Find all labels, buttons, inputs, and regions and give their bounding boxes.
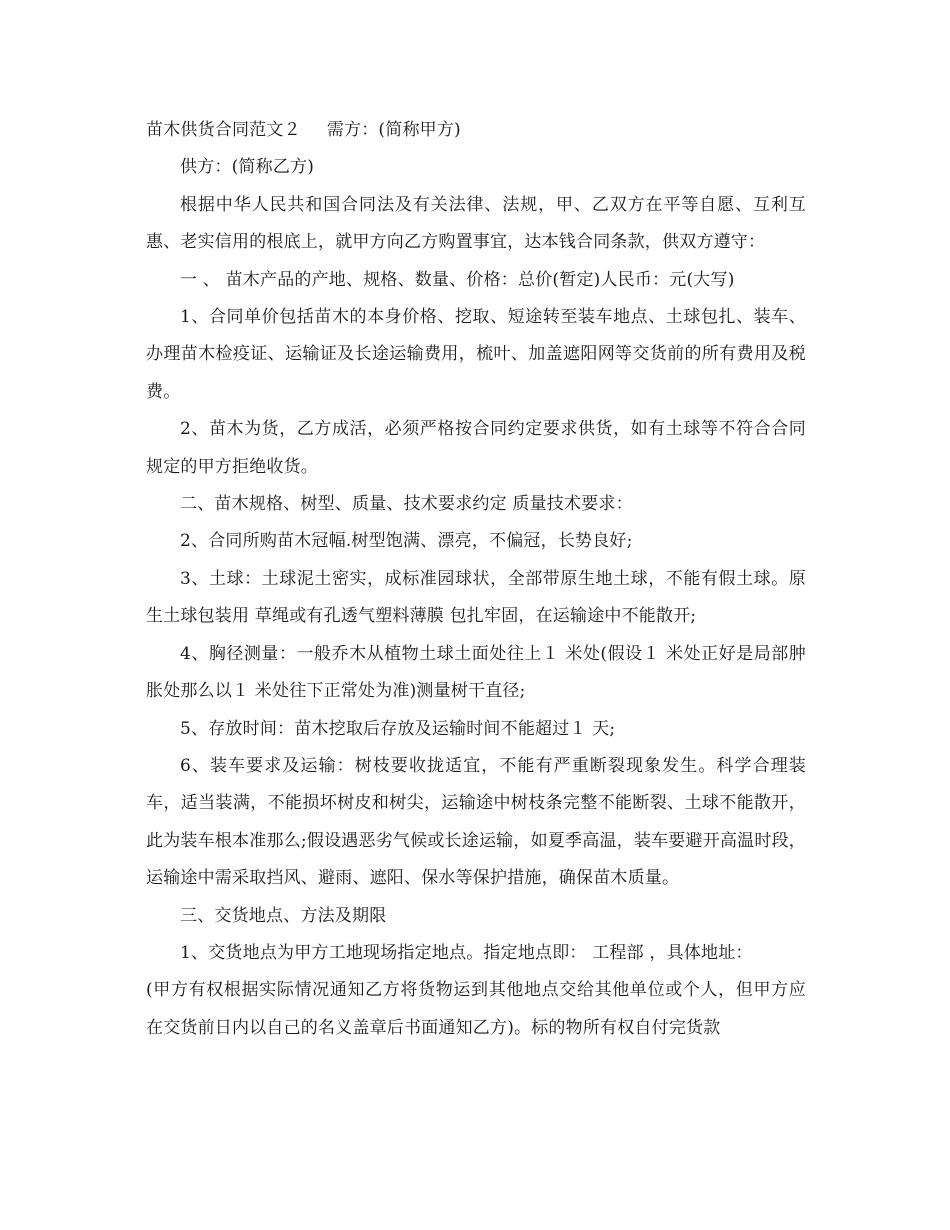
clause-1-1: 1、合同单价包括苗木的本身价格、挖取、短途转至装车地点、土球包扎、装车、办理苗木检疫证、运输证及长途运输费用，梳叶、加盖遮阳网等交货前的所有费用及税费。: [146, 307, 806, 402]
document-title: 苗木供货合同范文２: [146, 120, 301, 140]
clause-2-4: 4、胸径测量：一般乔木从植物土球土面处往上１ 米处(假设１ 米处正好是局部肿胀处那么以１ 米处往下正常处为准)测量树干直径;: [146, 643, 806, 702]
section-three-heading: 三、交货地点、方法及期限: [180, 905, 387, 926]
title-line: [146, 112, 806, 149]
clause-2-3: 3、土球：土球泥土密实，成标准园球状，全部带原生地土球，不能有假土球。原生土球包装用 草绳或有孔透气塑料薄膜 包扎牢固，在运输途中不能散开;: [146, 568, 806, 627]
preamble-paragraph: 根据中华人民共和国合同法及有关法律、法规，甲、乙双方在平等自愿、互利互惠、老实信用的根底上，就甲方向乙方购置事宜，达本钱合同条款，供双方遵守：: [146, 194, 806, 253]
contract-body: [146, 112, 806, 1047]
clause-2-2: 2、合同所购苗木冠幅.树型饱满、漂亮，不偏冠，长势良好;: [180, 531, 633, 552]
clause-3-1: 1、交货地点为甲方工地现场指定地点。指定地点即： 工程部 ，具体地址：: [180, 942, 753, 963]
section-two-heading: 二、苗木规格、树型、质量、技术要求约定 质量技术要求：: [180, 494, 633, 515]
section-one-heading: 一 、 苗木产品的产地、规格、数量、价格：总价(暂定)人民币：元(大写): [180, 269, 735, 290]
delivery-notice-paragraph: (甲方有权根据实际情况通知乙方将货物运到其他地点交给其他单位或个人，但甲方应在交货前日内以自己的名义盖章后书面通知乙方)。标的物所有权自付完货款: [146, 980, 806, 1038]
clause-2-5: 5、存放时间：苗木挖取后存放及运输时间不能超过１ 天;: [180, 718, 616, 739]
clause-1-2: 2、苗木为货，乙方成活，必须严格按合同约定要求供货，如有土球等不符合合同规定的甲方拒绝收货。: [146, 419, 806, 477]
buyer-line: 需方：(简称甲方): [326, 120, 461, 140]
clause-2-6: 6、装车要求及运输：树枝要收拢适宜，不能有严重断裂现象发生。科学合理装车，适当装满，不能损坏树皮和树尖，运输途中树枝条完整不能断裂、土球不能散开，此为装车根本准那么;假设遇恶劣气候或长途运输，如夏季高温，装车要避开高温时段，运输途中需采取挡风、避雨、遮阳、保水等保护措施，确保苗木质量。: [146, 755, 806, 889]
supplier-line: 供方：(简称乙方): [180, 157, 315, 178]
